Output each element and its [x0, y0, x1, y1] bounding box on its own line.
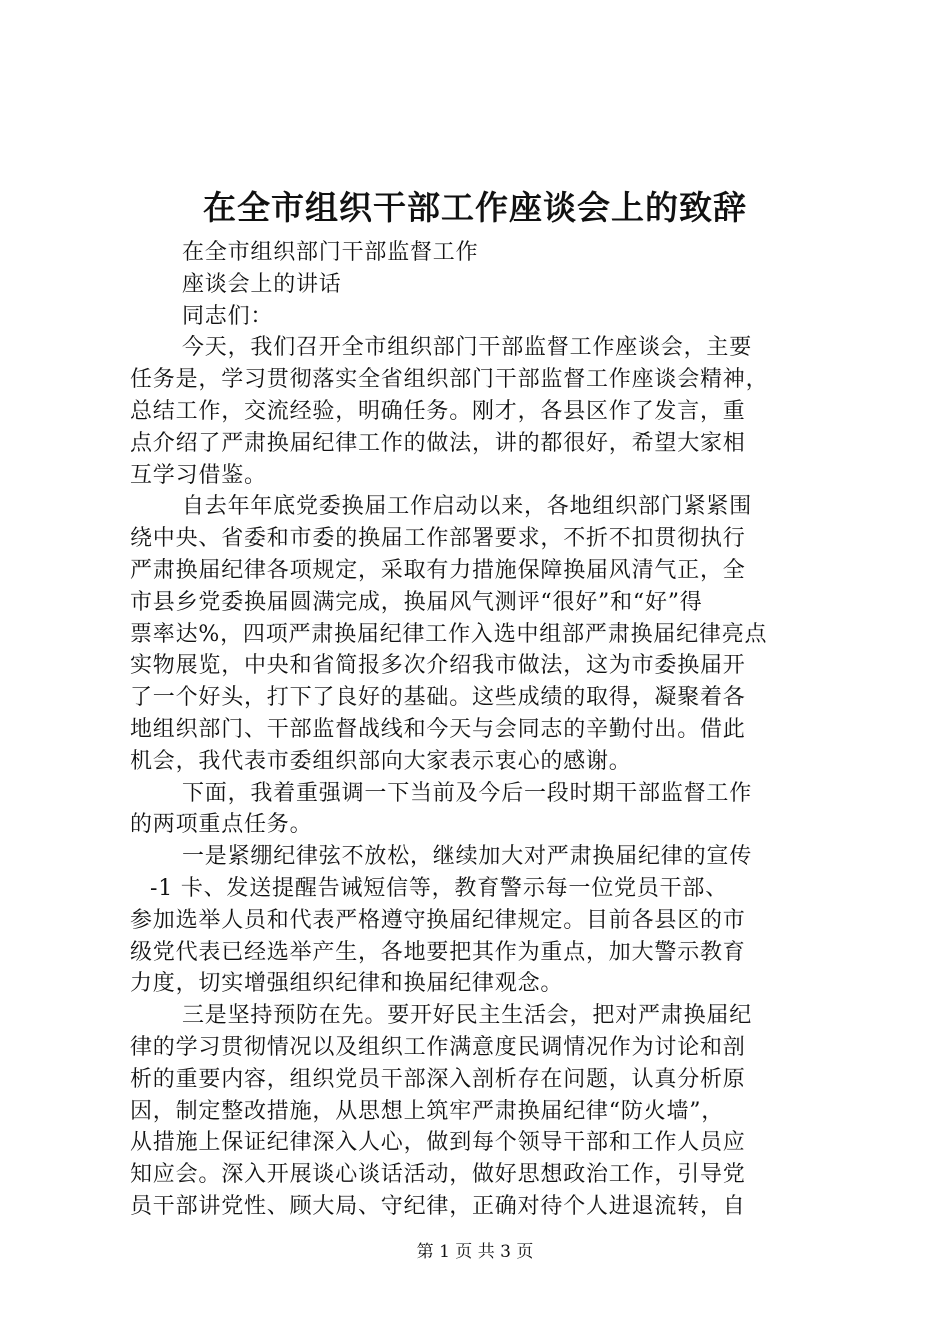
body-line: 析的重要内容，组织党员干部深入剖析存在问题，认真分析原 [130, 1066, 746, 1092]
body-line: 严肃换届纪律各项规定，采取有力措施保障换届风清气正，全 [130, 557, 746, 583]
page-footer: 第 1 页 共 3 页 [416, 1242, 534, 1262]
body-line: 座谈会上的讲话 [182, 271, 342, 297]
body-line: 因，制定整改措施，从思想上筑牢严肃换届纪律“防火墙”， [130, 1098, 725, 1124]
body-line: 任务是，学习贯彻落实全省组织部门干部监督工作座谈会精神， [130, 367, 769, 393]
body-line: 下面，我着重强调一下当前及今后一段时期干部监督工作 [182, 780, 753, 806]
document-title: 在全市组织干部工作座谈会上的致辞 [203, 188, 747, 227]
body-line: 的两项重点任务。 [130, 812, 313, 838]
body-line: 三是坚持预防在先。要开好民主生活会，把对严肃换届纪 [182, 1003, 753, 1029]
body-line: 在全市组织部门干部监督工作 [182, 240, 479, 265]
body-line: 点介绍了严肃换届纪律工作的做法，讲的都很好，希望大家相 [130, 430, 746, 456]
body-line: 票率达%，四项严肃换届纪律工作入选中组部严肃换届纪律亮点 [130, 621, 768, 647]
body-line: 级党代表已经选举产生，各地要把其作为重点，加大警示教育 [130, 939, 746, 965]
body-line: 员干部讲党性、顾大局、守纪律，正确对待个人进退流转，自 [130, 1193, 746, 1219]
body-line: 机会，我代表市委组织部向大家表示衷心的感谢。 [130, 748, 632, 774]
body-line: 总结工作，交流经验，明确任务。刚才，各县区作了发言，重 [130, 398, 746, 424]
body-line: 一是紧绷纪律弦不放松，继续加大对严肃换届纪律的宣传 [182, 844, 753, 870]
body-line: 实物展览，中央和省简报多次介绍我市做法，这为市委换届开 [130, 653, 746, 679]
body-line: 地组织部门、干部监督战线和今天与会同志的辛勤付出。借此 [130, 716, 746, 742]
body-line: 了一个好头，打下了良好的基础。这些成绩的取得，凝聚着各 [130, 685, 746, 711]
body-line: 同志们： [182, 303, 274, 329]
document-body [130, 237, 830, 1223]
body-line: 知应会。深入开展谈心谈话活动，做好思想政治工作，引导党 [130, 1162, 746, 1188]
body-line: 力度，切实增强组织纪律和换届纪律观念。 [130, 971, 564, 997]
body-line: -1 卡、发送提醒告诫短信等，教育警示每一位党员干部、 [150, 875, 729, 901]
body-line: 自去年年底党委换届工作启动以来，各地组织部门紧紧围 [182, 494, 753, 520]
body-line: 绕中央、省委和市委的换届工作部署要求，不折不扣贯彻执行 [130, 526, 746, 552]
body-line: 律的学习贯彻情况以及组织工作满意度民调情况作为讨论和剖 [130, 1034, 746, 1060]
body-line: 市县乡党委换届圆满完成，换届风气测评“很好”和“好”得 [130, 589, 703, 615]
body-line: 今天，我们召开全市组织部门干部监督工作座谈会，主要 [182, 335, 753, 361]
body-line: 参加选举人员和代表严格遵守换届纪律规定。目前各县区的市 [130, 907, 746, 933]
body-line: 从措施上保证纪律深入人心，做到每个领导干部和工作人员应 [130, 1130, 746, 1156]
body-line: 互学习借鉴。 [130, 462, 267, 488]
